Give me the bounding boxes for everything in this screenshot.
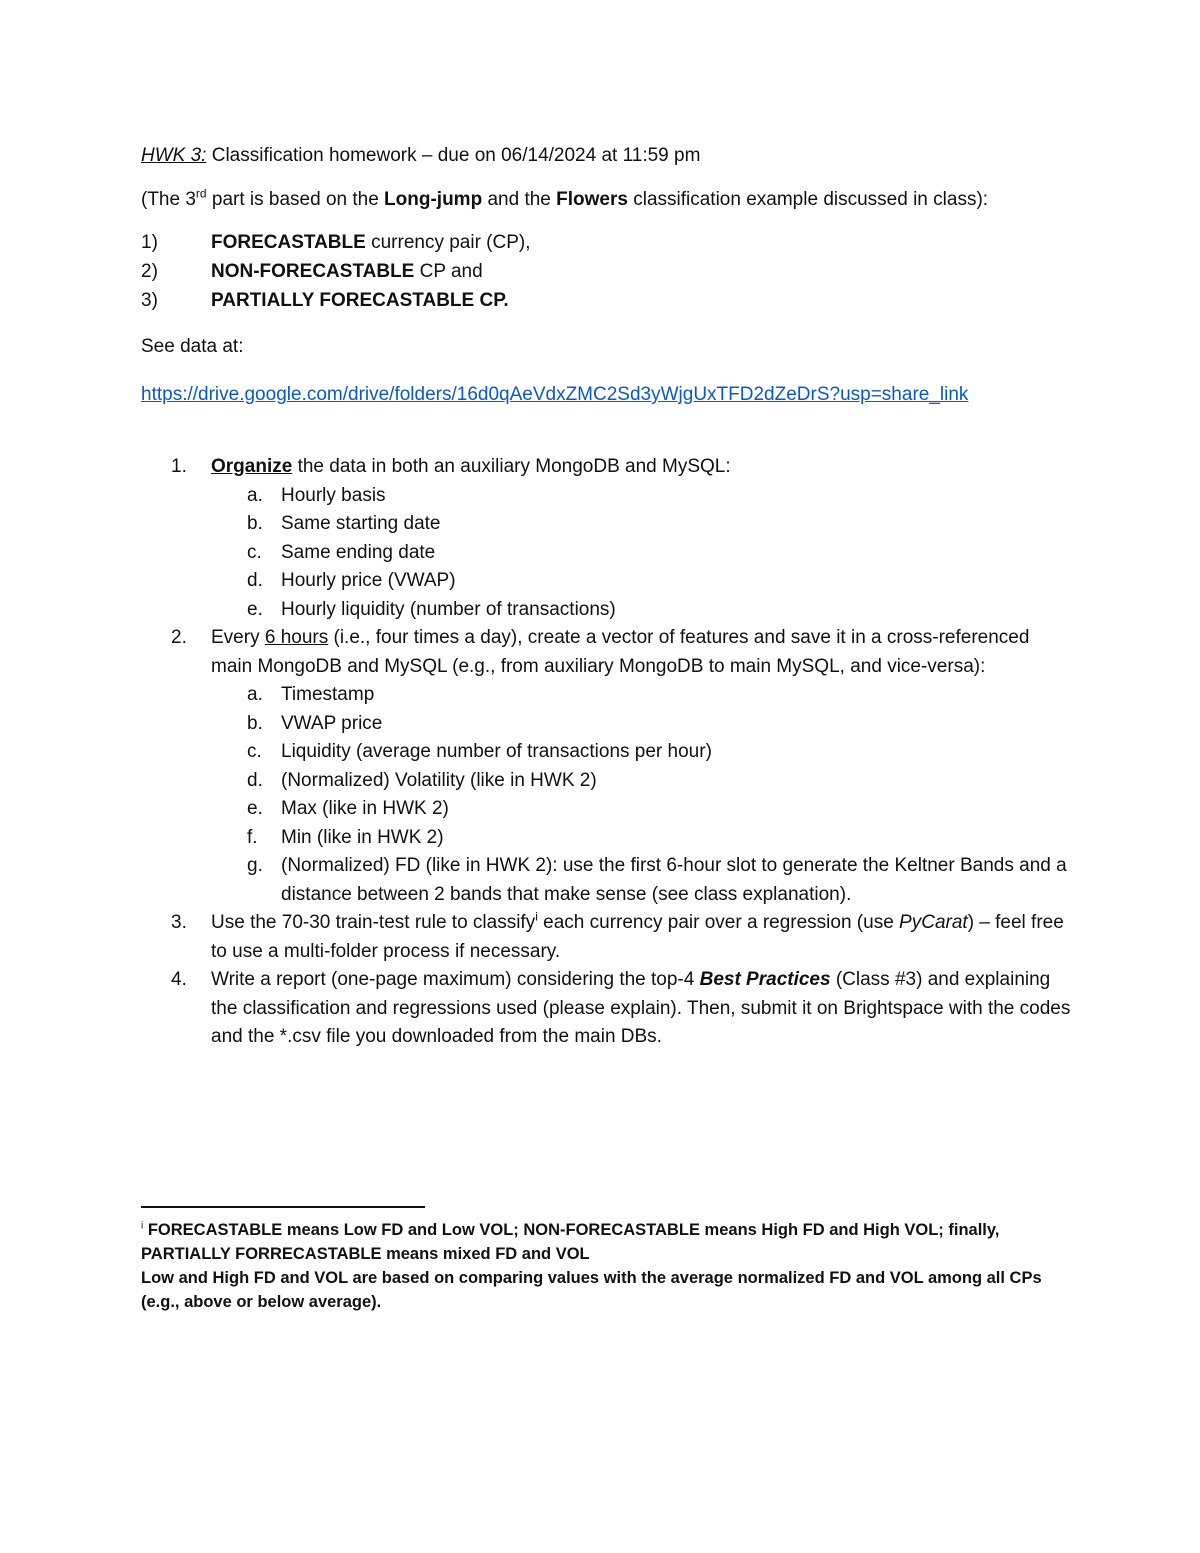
- sub-item-text: Same ending date: [281, 541, 436, 563]
- task-number: 1.: [171, 456, 187, 477]
- class-name: NON-FORECASTABLE: [211, 261, 415, 282]
- class-desc: currency pair (CP),: [365, 232, 531, 253]
- sub-item-letter: b.: [247, 712, 263, 734]
- task-keyword: Organize: [211, 456, 293, 477]
- intro-text-2: part is based on the: [206, 189, 385, 210]
- sub-item-text: Hourly price (VWAP): [281, 570, 456, 591]
- sub-item-letter: f.: [247, 826, 258, 848]
- sub-item: [211, 510, 1071, 539]
- task-text: Write a report (one-page maximum) considering the top-4: [211, 969, 700, 990]
- footnote-ref: i: [535, 909, 538, 924]
- task-text: Use the 70-30 train-test rule to classify: [211, 912, 536, 933]
- sub-item-text: Max (like in HWK 2): [281, 798, 449, 819]
- sub-item: [211, 852, 1071, 909]
- footnote-line-2: Low and High FD and VOL are based on comparing values with the average normalized FD and VOL among all CPs (e.g., above or below average).: [141, 1269, 1042, 1311]
- task-classify: [141, 909, 1071, 966]
- footnote-separator: [141, 1206, 425, 1208]
- footnote-text-1: FORECASTABLE means Low FD and Low VOL; NON-FORECASTABLE means High FD and High VOL; finally, PARTIALLY FORRECASTABLE means mixed FD and VOL: [141, 1221, 1000, 1263]
- data-link[interactable]: https://drive.google.com/drive/folders/16d0qAeVdxZMC2Sd3yWjgUxTFD2dZeDrS?usp=share_link: [141, 384, 969, 405]
- sub-item-letter: d.: [247, 570, 263, 591]
- task-organize: [141, 453, 1071, 624]
- sub-item: [211, 795, 1071, 824]
- sub-item-text: Timestamp: [281, 684, 375, 705]
- task-text: Every: [211, 627, 265, 648]
- sub-item-letter: b.: [247, 513, 263, 534]
- intro-paragraph: [141, 186, 1071, 214]
- sub-item-text: Hourly basis: [281, 484, 386, 506]
- sub-item: [211, 681, 1071, 710]
- sub-item-text: (Normalized) FD (like in HWK 2): use the first 6-hour slot to generate the Keltner Bands and a distance between 2 bands that make sense (see class explanation).: [281, 855, 1067, 905]
- task-text: the data in both an auxiliary MongoDB and MySQL:: [292, 456, 731, 477]
- class-number: 2): [141, 261, 158, 282]
- class-number: 1): [141, 232, 158, 253]
- title-text: Classification homework – due on 06/14/2024 at 11:59 pm: [206, 145, 701, 166]
- sub-item: [211, 767, 1071, 796]
- sub-item-letter: c.: [247, 541, 262, 563]
- task-text: ) – feel free to use a multi-folder process if necessary.: [211, 912, 1064, 962]
- sub-item-letter: g.: [247, 855, 263, 876]
- tasks-list: [141, 453, 1071, 1052]
- task-report: [141, 966, 1071, 1052]
- task-text: (Class #3) and explaining the classification and regressions used (please explain). Then, submit it on Brightspace with the codes and the *.csv file you downloaded from the main DBs.: [211, 969, 1071, 1047]
- sub-item: [211, 482, 1071, 511]
- sub-item-text: Liquidity (average number of transactions per hour): [281, 741, 712, 762]
- task-features: [141, 624, 1071, 909]
- task-text: (i.e., four times a day), create a vector of features and save it in a cross-referenced main MongoDB and MySQL (e.g., from auxiliary MongoDB to main MySQL, and vice-versa):: [211, 627, 1030, 677]
- task-number: 4.: [171, 969, 187, 990]
- intro-text-3: and the: [482, 189, 557, 210]
- sub-item: [211, 738, 1071, 767]
- see-data-label: See data at:: [141, 336, 244, 357]
- task-italic: PyCarat: [899, 912, 968, 933]
- sub-item: [211, 824, 1071, 853]
- intro-text-1: (The 3: [141, 189, 196, 210]
- sub-item-letter: e.: [247, 798, 263, 819]
- sub-item-letter: d.: [247, 769, 263, 791]
- task-number: 2.: [171, 627, 187, 648]
- document-title: [141, 142, 1071, 170]
- task-organize-subitems: [211, 482, 1071, 625]
- task-features-subitems: [211, 681, 1071, 909]
- intro-bold-flowers: Flowers: [556, 189, 628, 210]
- intro-text-4: classification example discussed in class):: [627, 189, 989, 210]
- footnote-marker: i: [141, 1220, 144, 1232]
- footnote: [141, 1218, 1081, 1314]
- sub-item-text: Same starting date: [281, 513, 441, 534]
- task-number: 3.: [171, 912, 187, 933]
- task-text: each currency pair over a regression (use: [537, 912, 900, 933]
- sub-item: [211, 567, 1071, 596]
- class-item-non-forecastable: [141, 257, 1071, 286]
- sub-item-letter: a.: [247, 484, 263, 506]
- sub-item-text: Hourly liquidity (number of transactions): [281, 598, 616, 620]
- sub-item-letter: e.: [247, 598, 263, 620]
- sub-item-letter: c.: [247, 741, 262, 762]
- task-bold-italic: Best Practices: [699, 969, 831, 990]
- intro-superscript: rd: [195, 186, 207, 201]
- sub-item: [211, 596, 1071, 625]
- sub-item-text: VWAP price: [281, 712, 383, 734]
- sub-item-letter: a.: [247, 684, 263, 705]
- task-underline: 6 hours: [264, 627, 329, 648]
- footnote-line-1: [141, 1218, 1081, 1266]
- class-desc: CP and: [414, 261, 483, 282]
- class-name: FORECASTABLE: [211, 232, 366, 253]
- classes-list: [141, 228, 1071, 315]
- class-name: PARTIALLY FORECASTABLE CP.: [211, 290, 509, 311]
- class-item-forecastable: [141, 228, 1071, 257]
- hwk-label: HWK 3:: [141, 145, 207, 166]
- class-item-partially-forecastable: [141, 286, 1071, 315]
- document-body: [141, 142, 1071, 1052]
- data-link-line: [141, 381, 1071, 409]
- sub-item: [211, 710, 1071, 739]
- class-number: 3): [141, 290, 158, 311]
- sub-item-text: Min (like in HWK 2): [281, 826, 444, 848]
- sub-item: [211, 539, 1071, 568]
- sub-item-text: (Normalized) Volatility (like in HWK 2): [281, 769, 597, 791]
- intro-bold-longjump: Long-jump: [384, 189, 483, 210]
